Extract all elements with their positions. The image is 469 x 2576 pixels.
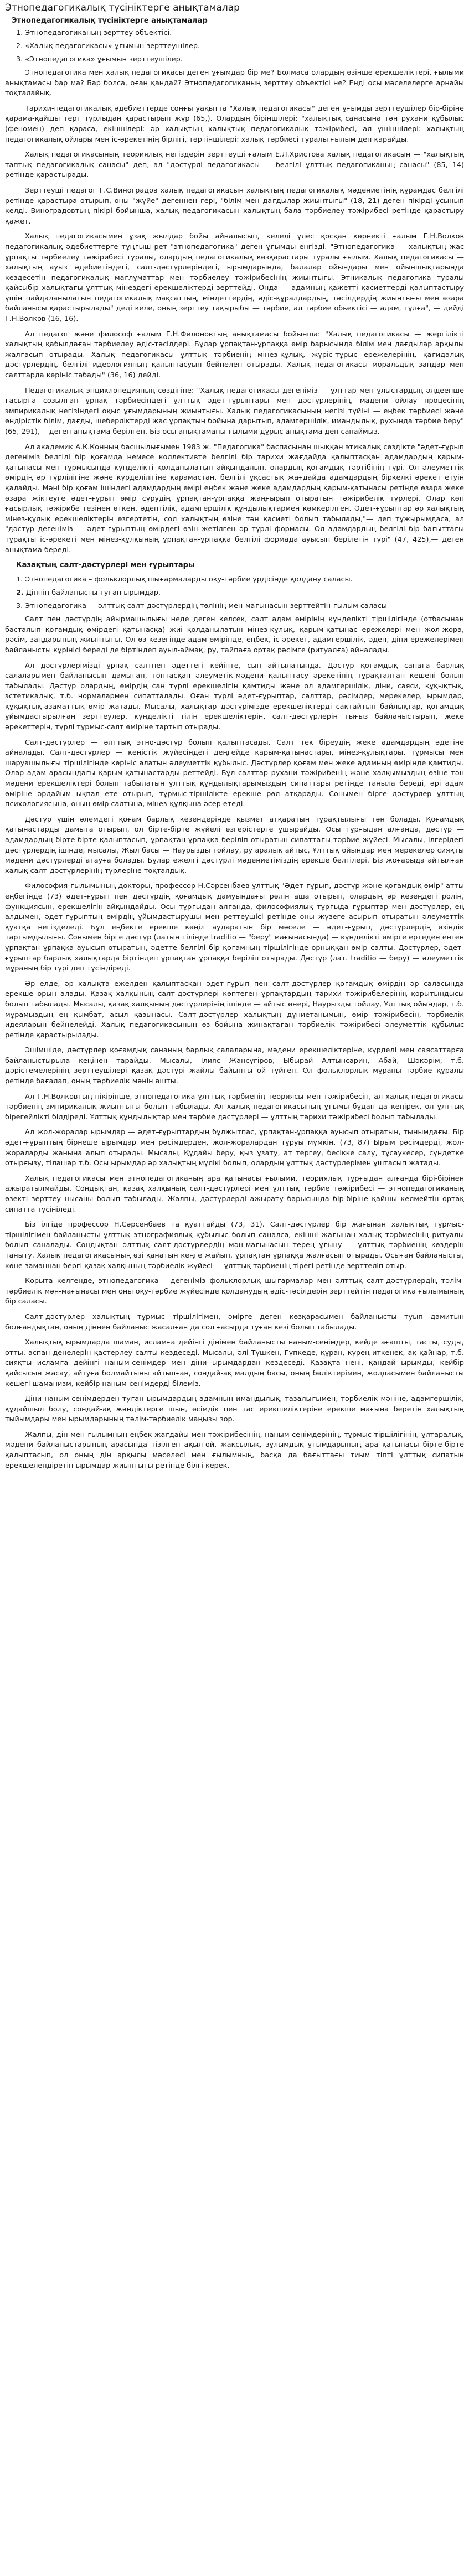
list-item	[5, 588, 464, 598]
paragraph: Халық педагогикасы мен этнопедагогиканың ара қатынасы ғылыми, теориялық тұрғыдан алғанда бірі-бірінен ажыратылмайды. Сондықтан, қазақ халқының салт-дәстүрлері мен ұлттық тәрбие тәжірибесі — этнопедагогиканың өзекті зерттеу нысаны болып табылады. Жалпы, дәстүрлерді ажырату барысында бір-біріне қайшы келмейтін ортақ сипатта түсініледі.	[5, 1174, 464, 1214]
list-item: 2. «Халық педагогикасы» ұғымын зерттеушілер.	[16, 42, 200, 50]
section-heading: Этнопедагогикалық түсініктерге анықтамалар	[12, 17, 208, 25]
paragraph: Дәстүр үшін әлемдегі қоғам барлық кезендерінде қызмет атқаратын тұрақтылығы тән болады. Қоғамдық қатынастарды дамыта отырып, ол бірте-бірте жүйелі өзгерістерге ұшырайды. Осы тұрғыдан алғанда, дәстүр — адамдардың бірте-бірте қалыптасып, ұрпақтан-ұрпаққа беріліп отыратын сипаттағы тәрбие жүйесі. Мысалы, ілгерідегі дәстүрлердің ішінде, мысалы, Жыл басы — Наурызды тойлау, ру аралық айтыс, Ұлттық ойындар мен мерекелер сияқты мәдени дәстүрлерді атауға болады. Бұлар ежелгі дәстүрлі мәдениетіміздің ерекше белгілері. Біз жоғарыда айтылған халық салт-дәстүрлерінің түрлеріне тоқталдық.	[5, 815, 464, 875]
section-heading: Казақтың салт-дәстүрлері мен ғұрыптары	[16, 561, 195, 570]
paragraph: Ал Г.Н.Волковтың пікірінше, этнопедагогика ұлттық тәрбиенің теориясы мен тәжірибесін, ал халық педагогикасы тәрбиенің эмпирикалық жиынтығы болып табылады. Ал халық педагогикасының ұғымы бұдан да кеңірек, ол ұлттық бірегейлікті білдіреді. Ұлттық құндылықтар мен тәрбие дәстүрлері — ұлттың тарихи тәжірибесі болып табылады.	[5, 1092, 464, 1121]
paragraph: Корыта келгенде, этнопедагогика – дегеніміз фольклорлық шығармалар мен әлттық салт-дәстүрлердің тәлім-тәрбиелік мән-мағынасы мен оны оқу-тәрбие жүйесінде қолданудың әдіс-тәсілдерін зерттейтін педагогика ғылымының бір саласы.	[5, 1277, 464, 1306]
paragraph: Ал академик А.К.Конның басшылығымен 1983 ж. "Педагогика" баспасынан шыққан этикалық сөздікте "әдет-ғұрып дегеніміз белгілі бір қоғамда немесе коллективте белгілі бір тарихи жағдайда қалыптасқан адамдардың қарым-қатынасы мен тұрмысында күнделікті қолданылатын айқындалып, олардың қоғамдық тәртібінің түрі. Ол әлеуметтік өмірдің әр түрлілігіне және күрделілігіне қарамастан, белгілі ұқсастық жағдайда адамдардың біркелкі әрекет етуін қалайды. Мәні бір қоғам ішіндегі адамдардың өмірі еңбек және жеке адамдардың қарым-қатынасы ретінде өзара жеке өзара жіктеуге әдет-ғұрып өмір сүрудің ұрпақтан-ұрпаққа жаңғырып отыратын тәжірибелік түрлері. Олар көп ғасырлық тәжірибе тезінен өткен, әдептілік, адамгершілік құндылықтармен көмкерілген. Әдет-ғұрыптар әр халықтың мінез-құлық ерекшеліктерін өзгертетін, сол халықтың өзіне тән қасиеті болып табылады,"— деп тұжырымдаса, ал "дәстүр дегеніміз — әдет-ғұрыптың өмірдегі өзін жетілген әр түрлі формасы. Ол адамдардың белгілі бір бағыттағы тұрақты іс-әрекеті мен мінез-құлқының ұрпақтан-ұрпаққа белгілі формада ауысып берілетін түрі" (47, 425),— деген анықтама береді.	[5, 443, 464, 554]
paragraph: Діни наным-сенімдерден туған ырымдардың адамның имандылық, тазалығымен, тәрбиелік мәніне, адамгершілік, құдайшыл болу, сондай-ақ жәндіктерге шын, өсімдік пен тас ерекшеліктеріне ерекше мағына беретін халықтың тыйымдары мен ырымдарының тәлім-тәрбиелік маңызы зор.	[5, 1395, 464, 1424]
paragraph: Біз ілгіде профессор Н.Сәрсенбаев та қуаттайды (73, 31). Салт-дәстүрлер бір жағынан халықтық тұрмыс-тіршілігімен байланысты ұлттық этнографиялық құбылыс болып саналса, екінші жағынан халық тәрбиесінің ритуалы болып саналады. Сондықтан әлттық салт-дәстүрлердің мән-мағынасын терең ұғыну — ұлттық тәрбиенің көздерін таныту. Халық педагогикасының өзі қанатын кеңге жайып, ұрпақтан ұрпаққа жалғасып отырады. Осыған байланысты, көне заманнан бергі қазақ халқының тәрбиелік жүйесі — ұлттық тәрбиенің тірегі ретінде зерттеліп отыр.	[5, 1221, 464, 1270]
paragraph: Әр елде, әр халықта ежелден қалыптасқан әдет-ғұрып пен салт-дәстүрлер қоғамдық өмірдің әр саласында ерекше орын алады. Қазақ халқының салт-дәстүрлері көптеген ұрпақтардың тарихи тәжірибелерінің қорытындысы болып табылады. Мысалы, қазақ халқының дәстүрлерінің ішінде — айтыс өнері, Наурызды тойлау, Ұлттық ойындар, т.б. мұрамыздың ең қымбат, асыл қазынасы. Салт-дәстүрлер халықтың дүниетанымын, өмір тәжірибесін, тәрбиелік идеяларын бейнелейді. Халық педагогикасының өз бойына жинақтаған тәрбиелік тәжірибесі әлеуметтік құбылыс ретінде қарастырылады.	[5, 979, 464, 1040]
page-title: Этнопедагогикалық түсініктерге анықтамалар	[5, 2, 240, 13]
list-item-text: Діннің байланысты туған ырымдар.	[23, 589, 161, 598]
paragraph: Эшімшіде, дәстүрлер қоғамдық сананың барлық салаларына, мәдени ерекшеліктеріне, күрделі мен саясаттарға байланыстырыла кеңінен тарайды. Мысалы, Ілияс Жансүгіров, Ыбырай Алтынсарин, Абай, Шәкәрім, т.б. дәрістемелерінің зерттеушілері қазақ дәстүрі жайлы байыпты ой түйген. Ол фольклорлық мұраны тәрбие құралы ретінде бағалап, оның тәрбиелік мәнін ашты.	[5, 1046, 464, 1086]
paragraph: Ал дәстүрлерімізді ұрпақ салтпен әдеттегі кейіпте, сын айтылатында. Дәстүр қоғамдық санаға барлық салаларымен байланысып дамыған, топтасқан әлеуметік-мәдени қалыптасу әрекетінің тұрақталған кешені болып табылады. Дәстүр олардың, өмірдің сан түрлі ерекшелігін қамтиды және ол адамгершілік, діни, саяси, құқықтық, эстетикалық, т.б. нормалармен сипатталады. Оған түрлі әдет-ғұрыптар, салттар, рәсімдер, мерекелер, ырымдар, құқықтық-азаматтық өмір жатады. Мысалы, халықтар дәстүрімізде ерекшеліктерді сақтайтын байлықтар, қоғамдық ұйымдастырылған зерттеулер, күнделікті тілін ерекшеліктерін, салт-дәстүрлерін тығыз байланыстырып, жеке әрекеттерін, түрлі тұрмыс-салт өміріне тартып отырады.	[5, 661, 464, 732]
list-item-number: 1.	[16, 575, 23, 584]
paragraph: Ал жол-жоралар ырымдар — әдет-ғұрыптардың бұлжытпас, ұрпақтан-ұрпаққа ауысып отыратын, тынымдағы. Бір әдет-ғұрыптың бірнеше ырымдар мен рәсімдерден, жол-жоралардан тұруы мүмкін. (73, 87) Ырым рәсімдерді, жол-жораларды жанына алып отырады. Мысалы, Құдайы беру, қыз ұзату, ат тергеу, бесікке салу, тұсаукесер, сүндетке отырғызу, тілашар т.б. Осы ырымдар әр халықтың мүлікі болып, олардың ұлттық дәстүрлерімен ұштасып жатады.	[5, 1128, 464, 1168]
list-item: 3. «Этнопедагогика» ұғымын зерттеушілер.	[16, 55, 183, 64]
paragraph: Салт-дәстүрлер халықтың тұрмыс тіршілігімен, әмірге деген көзқарасымен байланысты туып дамитын болғандықтан, оның діннен байланыс жасалған да сол ғасырда туған кезі болып табылады.	[5, 1312, 464, 1332]
list-item-number: 2.	[16, 589, 24, 598]
paragraph: Этнопедагогика мен халық педагогикасы деген ұғымдар бір ме? Болмаса олардың өзінше ерекшеліктері, ғылыми анықтамасы бар ма? Бар болса, оған қандай? Этнопедагогиканың зерттеу объектісі не? Енді осы мәселелерге арнайы тоқталайық.	[5, 69, 464, 98]
paragraph: Жалпы, дін мен ғылымның еңбек жағдайы мен тәжірибесінің, наным-сенімдерінің, тұрмыс-тіршілігінің, ұлтаралық, мәдени байланыстарының арасында тізілген ақыл-ой, жақсылық, зұлымдық ұғымдарының ара қатынасы бірте-бірте қалыптасып, ол оның дін арқылы мәселесі мен ғылымның, басқа да бағыттағы тиым тіпті ұлттық сипатын ерекшелендіретін ырымдар жиынтығы ретінде білгі керек.	[5, 1430, 464, 1470]
paragraph: Зерттеуші педагог Г.С.Виноградов халық педагогикасын халықтың педагогикалық мәдениетінің құрамдас белгілі ретінде қарастыра отырып, оны "жүйе" дегеннен гері, "білім мен дағдылар жиынтығы" (18, 21) деген пікірді ұсынып келді. Виноградовтың пікірі бойынша, халық педагогикасын халықтың бала тәрбиелеу тәжірибесі ретінде қарастыру қажет.	[5, 186, 464, 226]
list-item-text: Этнопедагогика — әлттық салт-дәстүрлердің төлінің мен-мағынасын зерттейтін ғылым саласы	[23, 602, 387, 611]
list-item-text: Этнопедагогика – фольклорлық шығармаларды оқу-тәрбие үрдісінде қолдану саласы.	[23, 575, 353, 584]
paragraph: Ал педагог және философ ғалым Г.Н.Филоновтың анықтамасы бойынша: "Халық педагогикасы — жергілікті халықтың қабылдаған тәрбиелеу әдіс-тәсілдері. Бұлар ұрпақтан-ұрпаққа өмір барысында білім мен дағдылар арқылы жалғасып отырады. Халық педагогикасы ұлттық тәрбиенің мінез-құлық, жүріс-тұрыс ережелерінің, қағидалық дәстүрлердің, белгілі идеологияның қалыптасуын бейнелеп отырады. Халық педагогикасы моральдық заңдар мен салттарда көрініс табады" (36, 16) дейді.	[5, 330, 464, 380]
paragraph: Философия ғылымының докторы, профессор Н.Сәрсенбаев ұлттық "Әдет-ғұрып, дәстүр және қоғамдық өмір" атты еңбегінде (73) әдет-ғұрып пен дәстүрдің қоғамдық дамуындағы рөлін аша отырып, олардың әр кезеңдегі ролін, функциясын, ерекшелігін айқындайды. Осы тұрғыдан алғанда, философиялық тұрғыда ғұрыптар мен дәстүрлер, ең алдымен, әдет-ғұрыптың өмірдің ұйымдастырушы мен реттеушісі ретінде оны жүзеге асырып отыратын әлеуметтік қуатқа негізделеді. Бұл еңбекте ерекше көңіл аударатын бір мәселе — әдет-ғұрып, дәстүрлердің өзіндік тартымдылығы. Сонымен бірге дәстүр (латын тілінде traditio — "беру" мағынасында) — күнделікті өмірге ертеден енген ұрпақтан ұрпаққа ауысып отыратын, әдетте белгілі бір қоғамның тіршілігінде орныққан өмір салты. Дәстүрлер, әдет-ғұрыптар барлық халықтарда біртіндеп ұрпақтан ұрпаққа беріліп отырады. Дәстүр (лат. traditio — беру) — әлеуметтік мұраның бір түрі деп түсіндіреді.	[5, 882, 464, 973]
paragraph: Тарихи-педагогикалық әдебиеттерде соңғы уақытта "Халық педагогикасы" деген ұғымды зерттеушілер бір-біріне қарама-қайшы терт түрлыдан қарастырып жүр (65,). Олардың біріншілері: "халықтық санасына тән рухани құбылыс (феномен) деп қараса, екіншілері: әр халықтың халықтық педагогикалық тәжірибесі, ал үшіншілері: халықтың педагогикалық ойлары мен іс-әрекетінің бірлігі, төртіншілері: халық тәрбиесі туралы ғылым деп қарайды.	[5, 104, 464, 144]
paragraph: Салт-дәстүрлер — әлттық этно-дәстүр болып қалыптасады. Салт тек біреудің жеке адамдардың әдетіне айналады. Салт-дәстүрлер — кеңістік жүйесіндегі деңгейде қарым-қатынастары, мінез-құлықтары, тұрмысы мен шаруашылығы тіршілігінде көрініс алатын әлеуметтік құбылыс. Дәстүрлер қоғам мен жеке адамның өмірінде қамтиды. Олар адам арасындағы қарым-қатынастарды реттейді. Бұл салттар рухани тәжірибенің және халқымыздың өзіне тән мәдени ерекшеліктері болып табылатын ұлттық құндылықтарымыздың сипаттары ретінде таныла береді, әрі адам өміріне әрдайым ықпал ете отырып, тұрмыс-тіршілікте ерекше рөл атқарады. Сонымен бірге дәстүрлер ұлттың психологиясына, оның өмір салтына, мінез-құлқына әсер етеді.	[5, 738, 464, 809]
paragraph: Педагогикалық энциклопедияның сөздігіне: "Халық педагогикасы дегеніміз — ұлттар мен ұлыстардың әлдеенше ғасырға созылған ұрпақ тәрбиесіндегі ұлттық әдет-ғұрыптары мен дәстүрлерінің, мадени ойлау процесінің эмпирикалық негізіндегі оқыс ұғымдарының жиынтығы. Халық педагогикасының негізі түйіні — еңбек тәрбиесі және өндірістік білім, дағды, шеберліктерді жас ұрпақтың бойына дарытып, адамгершілік, имандылық, рухында тәрбие беру" (65, 291),— деген анықтама берілген. Біз осы анықтаманы ғылыми дұрыс анықтама деп санаймыз.	[5, 386, 464, 436]
list-item	[5, 575, 464, 585]
paragraph: Халық педагогикасының теориялық негіздерін зерттеуші ғалым Е.Л.Христова халық педагогикасын — "халықтың таптық педагогикалық санасы" деп, ал "дәстүрлі педагогикасы — белгілі ұлттық педагогиканың санасы" (85, 14) ретінде қарастырады.	[5, 150, 464, 180]
paragraph: Халықтық ырымдарда шаман, исламға дейінгі дінімен байланысты наным-сенімдер, кейде ағашты, тасты, суды, отты, аспан денелерін қастерлеу салты кездеседі. Мысалы, әлі Түшкен, Гүпкеде, құран, күрең-иткенек, ақ қайнар, т.б. сияқты исламға дейінгі наным-сенімдер мен діни ырымдардан кездеседі. Қазақта нені, қандай ырымды, кейбір қайсысын жасау, айтуға болмайтыны айтылған, сондай-ақ малдың басы, оның бөліктерімен, жолдасымен байланысты кешегі шаманизм, кейбір наным-сенімдерді білеміз.	[5, 1338, 464, 1388]
list-item-number: 3.	[16, 602, 23, 611]
list-item: 1. Этнопедагогиканың зерттеу объектісі.	[16, 29, 172, 37]
paragraph: Халық педагогикасымен ұзақ жылдар бойы айналысып, келелі үлес қосқан көрнекті ғалым Г.Н.Волков педагогикалық әдебиеттерге тұңғыш рет "этнопедагогика" деген ұғымды енгізді. "Этнопедагогика — халықтың жас ұрпақты тәрбиелеу тәжірибесі туралы, олардың педагогикалық көзқарастары туралы ғылым. Халық педагогикасы — халықтың ауыз әдебиетіндегі, салт-дәстүрлеріндегі, ырымдарында, балалар ойындары мен ойыншықтарында кездесетін педагогикалық мағлұматтар мен тәрбиелеу тәжірибесінің жиынтығы. Этникалық педагогика туралы қайсыбір халықтағы ұлттық мінездегі ерекшеліктерді зерттейді. Онда — адамның қажетті қасиеттерді қалыптастыру үшін пайдаланылатын педагогикалық мақсаттың, міндеттердің, әдіс-құралдардың, тәсілдердің жиынтығы мен өзара байланысы қарастырылады" деді келе, оның зерттеу тақырыбы — тәрбие, ал тәрбие обьектісі — адам, тұлға", — дейді Г.Н.Волков (16, 16).	[5, 232, 464, 324]
paragraph: Салт пен дәстүрдің айырмашылығы неде деген келсек, салт адам өмірінің күнделікті тіршілігінде (отбасынан басталып қоғамдық өмірдегі қатынасқа) жиі қолданылатын мінез-құлық, қарым-қатынас ережелері мен жол-жора, рәсім, заңдарының жиынтығы. Ол өз кезегінде адам өмірінде, еңбек, іс-әрекет, адамгершілік, әдеп, діни ережелерімен байланысты кұрінісі береді де біртіндеп ауыл-аймақ, ру, тайпаға ортақ рәсімге (ритуалға) айналады.	[5, 615, 464, 655]
list-item	[5, 601, 464, 611]
